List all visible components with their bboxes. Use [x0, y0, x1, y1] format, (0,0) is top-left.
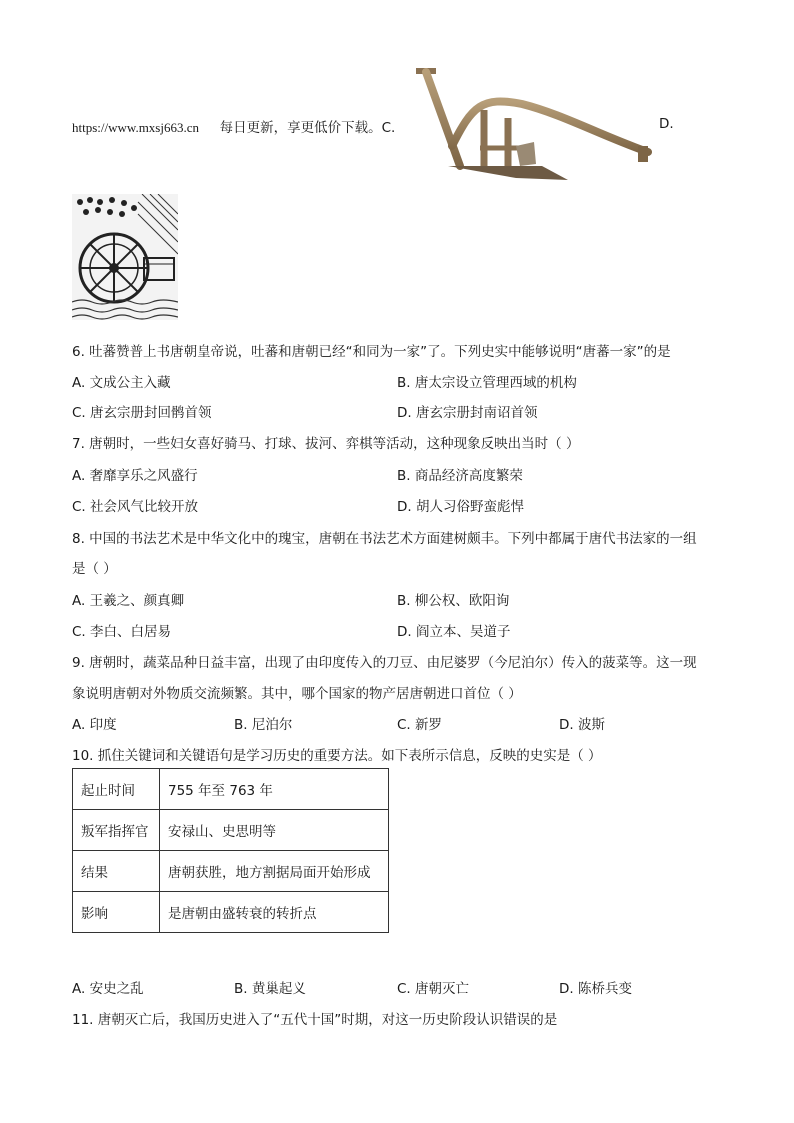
table-cell-label: 影响 — [73, 892, 160, 933]
question-10-stem: 10. 抓住关键词和关键语句是学习历史的重要方法。如下表所示信息，反映的史实是（ ） — [72, 748, 602, 764]
table-cell-value: 唐朝获胜，地方割据局面开始形成 — [160, 851, 389, 892]
table-cell-value: 是唐朝由盛转衰的转折点 — [160, 892, 389, 933]
waterwheel-image — [72, 194, 178, 320]
q6-option-a[interactable]: A. 文成公主入藏 — [72, 375, 171, 391]
q9-option-b[interactable]: B. 尼泊尔 — [234, 717, 293, 733]
table-row — [73, 851, 389, 892]
option-d-label: D. — [659, 116, 674, 132]
question-7-stem: 7. 唐朝时，一些妇女喜好骑马、打球、拔河、弈棋等活动，这种现象反映出当时（ ） — [72, 436, 580, 452]
q7-option-d[interactable]: D. 胡人习俗野蛮彪悍 — [397, 499, 524, 515]
q7-option-b[interactable]: B. 商品经济高度繁荣 — [397, 468, 523, 484]
question-9-stem-cont: 象说明唐朝对外物质交流频繁。其中，哪个国家的物产居唐朝进口首位（ ） — [72, 686, 522, 702]
q10-option-b[interactable]: B. 黄巢起义 — [234, 981, 306, 997]
q8-option-b[interactable]: B. 柳公权、欧阳询 — [397, 593, 510, 609]
question-8-stem: 8. 中国的书法艺术是中华文化中的瑰宝，唐朝在书法艺术方面建树颇丰。下列中都属于唐代书法家的一组 — [72, 531, 697, 547]
table-cell-value: 安禄山、史思明等 — [160, 810, 389, 851]
site-url[interactable]: https://www.mxsj663.cn — [72, 120, 199, 135]
q10-option-d[interactable]: D. 陈桥兵变 — [559, 981, 632, 997]
plow-image — [412, 66, 660, 184]
q8-option-d[interactable]: D. 阎立本、吴道子 — [397, 624, 511, 640]
table-cell-label: 结果 — [73, 851, 160, 892]
q9-option-a[interactable]: A. 印度 — [72, 717, 117, 733]
q7-option-a[interactable]: A. 奢靡享乐之风盛行 — [72, 468, 198, 484]
q8-option-c[interactable]: C. 李白、白居易 — [72, 624, 172, 640]
header-line — [72, 116, 395, 136]
question-11-stem: 11. 唐朝灭亡后，我国历史进入了“五代十国”时期，对这一历史阶段认识错误的是 — [72, 1012, 558, 1028]
q6-option-c[interactable]: C. 唐玄宗册封回鹘首领 — [72, 405, 212, 421]
question-8-stem-cont: 是（ ） — [72, 561, 117, 577]
q10-option-c[interactable]: C. 唐朝灭亡 — [397, 981, 470, 997]
question-6-stem: 6. 吐蕃赞普上书唐朝皇帝说，吐蕃和唐朝已经“和同为一家”了。下列史实中能够说明“唐蕃一家”的是 — [72, 344, 671, 360]
info-table — [72, 768, 389, 933]
q9-option-c[interactable]: C. 新罗 — [397, 717, 443, 733]
q10-option-a[interactable]: A. 安史之乱 — [72, 981, 144, 997]
question-9-stem: 9. 唐朝时，蔬菜品种日益丰富，出现了由印度传入的刀豆、由尼婆罗（今尼泊尔）传入的菠菜等。这一现 — [72, 655, 697, 671]
table-row — [73, 892, 389, 933]
q7-option-c[interactable]: C. 社会风气比较开放 — [72, 499, 199, 515]
q6-option-d[interactable]: D. 唐玄宗册封南诏首领 — [397, 405, 538, 421]
q9-option-d[interactable]: D. 波斯 — [559, 717, 605, 733]
table-row — [73, 769, 389, 810]
table-cell-label: 叛军指挥官 — [73, 810, 160, 851]
table-cell-label: 起止时间 — [73, 769, 160, 810]
q6-option-b[interactable]: B. 唐太宗设立管理西域的机构 — [397, 375, 577, 391]
table-row — [73, 810, 389, 851]
table-cell-value: 755 年至 763 年 — [160, 769, 389, 810]
q8-option-a[interactable]: A. 王羲之、颜真卿 — [72, 593, 185, 609]
promo-text: 每日更新，享更低价下载。C. — [219, 120, 396, 136]
